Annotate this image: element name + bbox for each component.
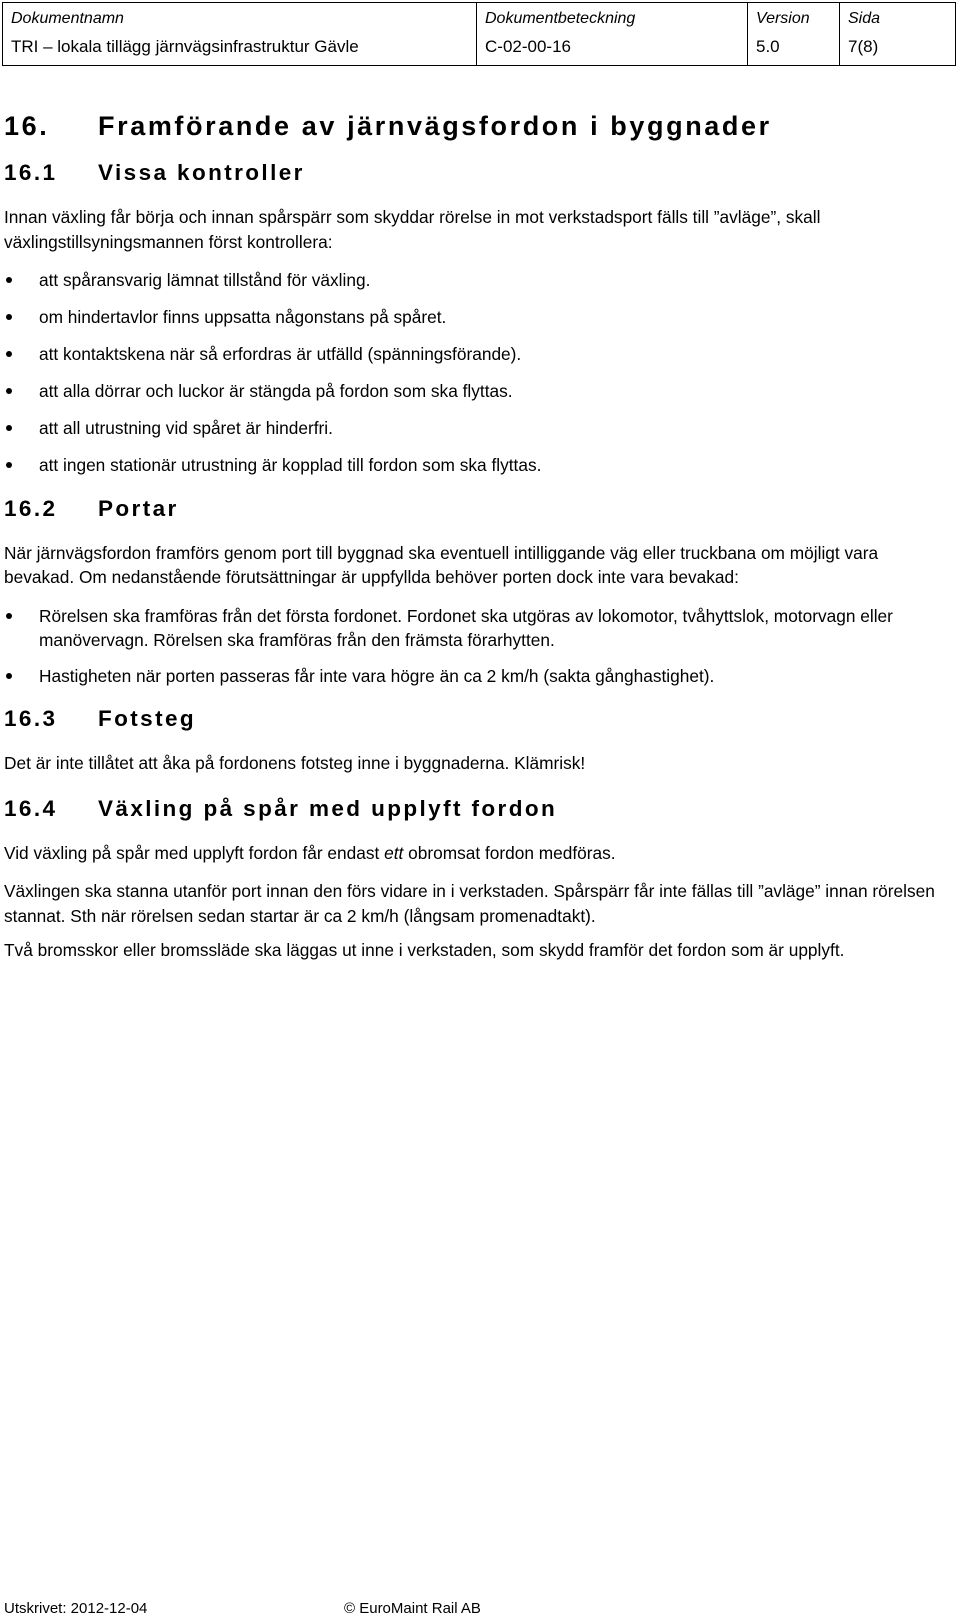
page-cell <box>839 3 956 65</box>
list-item-text: att kontaktskena när så erfordras är utfälld (spänningsförande). <box>39 344 522 364</box>
section-16-2-heading <box>4 494 952 524</box>
list-item <box>4 604 952 653</box>
list-item-text: Hastigheten när porten passeras får inte vara högre än ca 2 km/h (sakta gånghastighet). <box>39 665 715 686</box>
section-number: 16.3 <box>4 706 58 731</box>
list-item <box>4 268 952 293</box>
section-16-4-paragraph-2: Växlingen ska stanna utanför port innan den förs vidare in i verkstaden. Spårspärr får inte fällas till ”avläge” innan rörelsen stannat. Sth när rörelsen sedan startar är ca 2 km/h (långsam promenadtakt). <box>4 881 935 926</box>
doc-id-cell <box>476 3 748 65</box>
bullet-icon <box>6 277 12 283</box>
list-item-text: att spåransvarig lämnat tillstånd för växling. <box>39 270 371 290</box>
list-item <box>4 453 952 478</box>
doc-name-label: Dokumentnamn <box>11 10 124 27</box>
section-title: Portar <box>98 495 179 521</box>
list-item-text: att all utrustning vid spåret är hinderfri. <box>39 418 333 438</box>
version-label: Version <box>756 10 810 27</box>
list-item <box>4 342 952 367</box>
doc-id-label: Dokumentbeteckning <box>485 10 636 27</box>
list-item <box>4 664 952 689</box>
bullet-icon <box>6 673 12 679</box>
emphasized-word: ett <box>384 842 404 863</box>
copyright-notice: © EuroMaint Rail AB <box>344 1600 481 1617</box>
paragraph-text: obromsat fordon medföras. <box>403 842 616 863</box>
section-16-4-paragraph-3: Två bromsskor eller bromssläde ska läggas ut inne i verkstaden, som skydd framför det fordon som är upplyft. <box>4 940 845 960</box>
page-value: 7(8) <box>848 37 879 56</box>
list-item-text: om hindertavlor finns uppsatta någonstans på spåret. <box>39 307 447 327</box>
list-item <box>4 379 952 404</box>
list-item-text: att alla dörrar och luckor är stängda på fordon som ska flyttas. <box>39 381 513 401</box>
bullet-icon <box>6 425 12 431</box>
version-value: 5.0 <box>756 37 780 56</box>
bullet-icon <box>6 613 12 619</box>
section-number: 16.4 <box>4 795 58 821</box>
document-header-table <box>2 2 956 66</box>
bullet-icon <box>6 351 12 357</box>
list-item-text: Rörelsen ska framföras från det första fordonet. Fordonet ska utgöras av lokomotor, tvåhyttslok, motorvagn eller manövervagn. Rörelsen ska framföras från den främsta förarhytten. <box>39 605 893 650</box>
page-label: Sida <box>848 10 881 27</box>
list-item-text: att ingen stationär utrustning är kopplad till fordon som ska flyttas. <box>39 455 542 475</box>
list-item <box>4 305 952 330</box>
version-cell <box>747 3 840 65</box>
doc-id-value: C-02-00-16 <box>485 37 571 56</box>
section-16-3-heading <box>4 704 952 734</box>
section-number: 16.1 <box>4 160 58 185</box>
doc-name-value: TRI – lokala tillägg järnvägsinfrastruktur Gävle <box>11 37 359 56</box>
section-title: Fotsteg <box>98 706 197 731</box>
section-title: Vissa kontroller <box>98 160 305 185</box>
section-16-4-heading <box>4 794 952 824</box>
doc-name-cell <box>3 3 476 65</box>
section-16-3-text: Det är inte tillåtet att åka på fordonens fotsteg inne i byggnaderna. Klämrisk! <box>4 753 586 773</box>
bullet-icon <box>6 388 12 394</box>
section-number: 16. <box>4 111 50 141</box>
document-body <box>4 104 952 977</box>
section-title: Framförande av järnvägsfordon i byggnader <box>98 111 772 141</box>
section-16-heading <box>4 104 952 158</box>
list-item <box>4 416 952 441</box>
printed-date: Utskrivet: 2012-12-04 <box>4 1600 148 1617</box>
bullet-icon <box>6 462 12 468</box>
section-16-2-intro: När järnvägsfordon framförs genom port till byggnad ska eventuell intilliggande väg eller truckbana om möjligt vara bevakad. Om nedanstående förutsättningar är uppfyllda behöver porten dock inte vara bevakad: <box>4 542 879 587</box>
conditions-list <box>4 604 952 689</box>
section-title: Växling på spår med upplyft fordon <box>98 795 558 821</box>
paragraph-text: Vid växling på spår med upplyft fordon får endast <box>4 842 385 863</box>
section-number: 16.2 <box>4 495 58 521</box>
section-16-1-intro: Innan växling får börja och innan spårspärr som skyddar rörelse in mot verkstadsport fälls till ”avläge”, skall växlingstillsyningsmannen först kontrollera: <box>4 207 821 252</box>
section-16-4-paragraph-1 <box>4 841 952 866</box>
section-16-1-heading <box>4 158 952 188</box>
bullet-icon <box>6 314 12 320</box>
checklist <box>4 268 952 478</box>
